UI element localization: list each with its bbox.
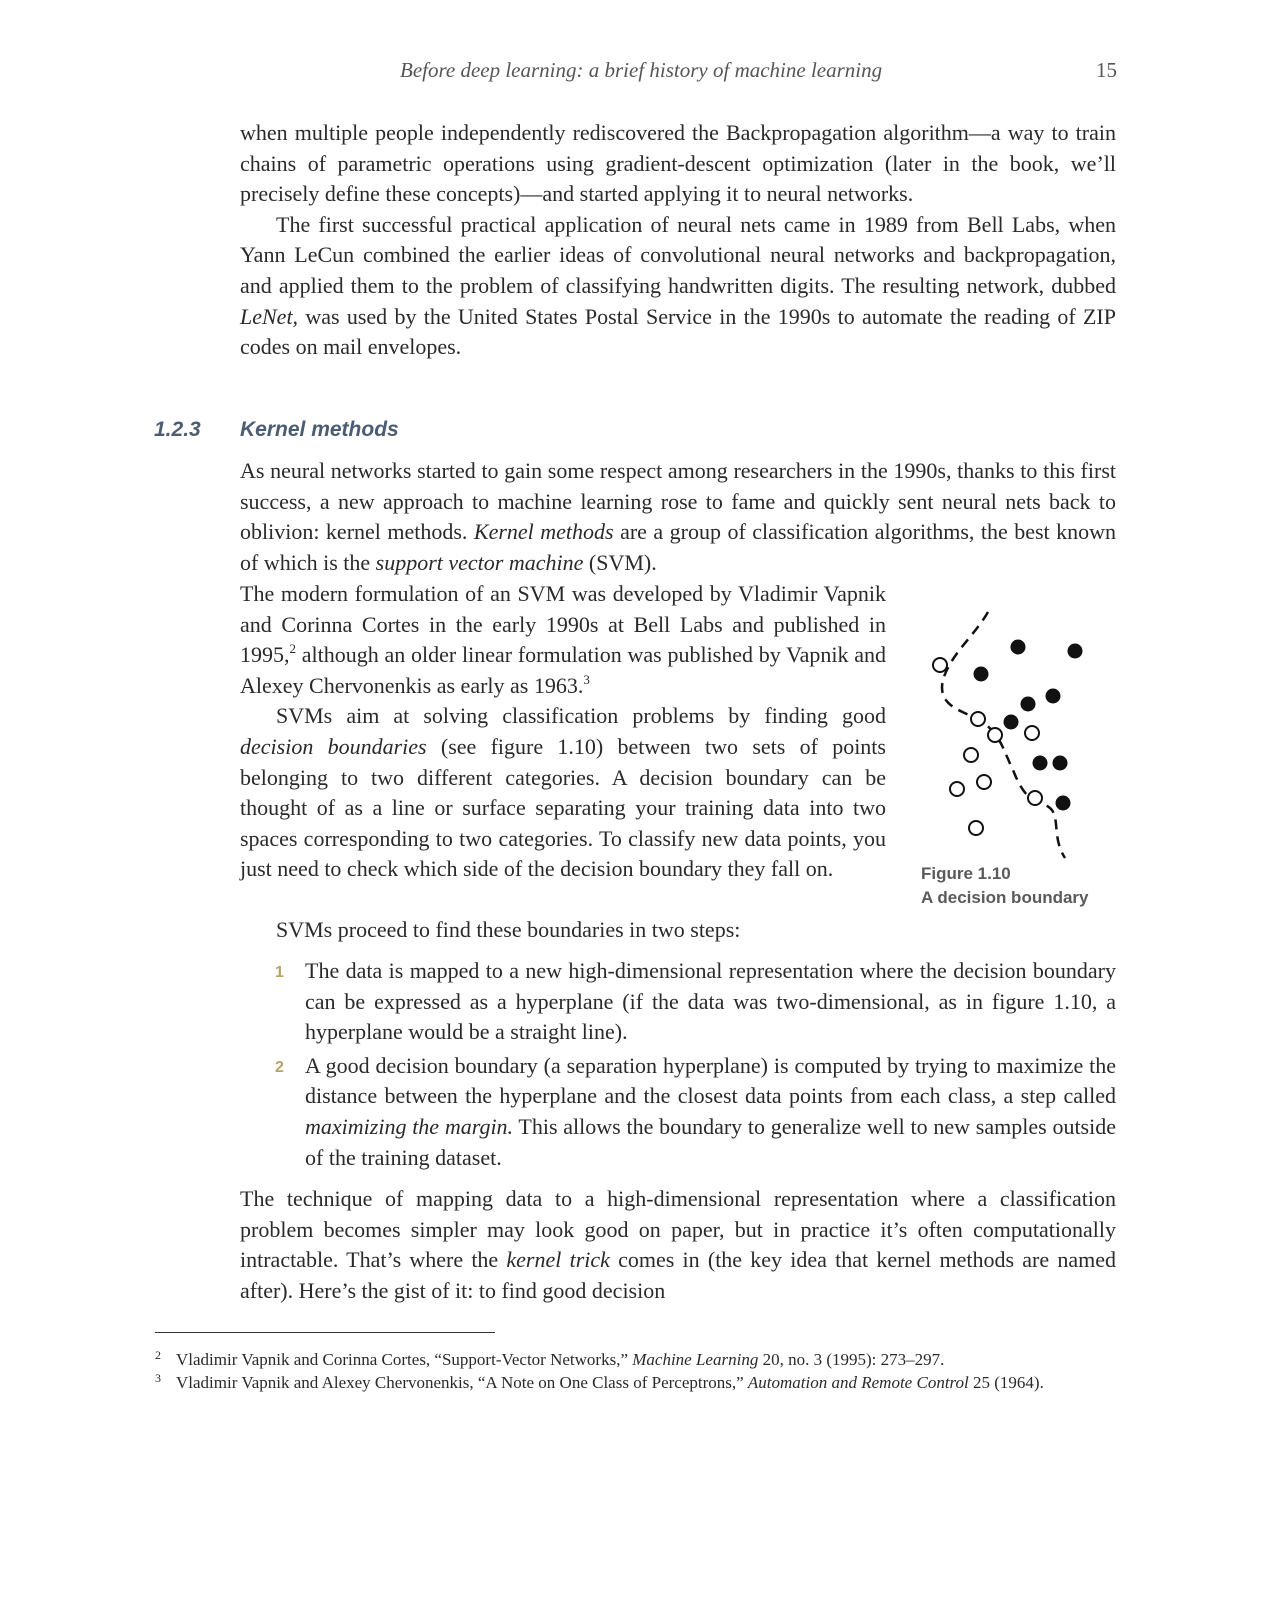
paragraph <box>240 1184 1116 1306</box>
section-title: Kernel methods <box>240 418 399 441</box>
text-run: comes in (the key idea that kernel methods are named after). Here’s the gist of it: to find good decision <box>240 1247 1116 1303</box>
page-number: 15 <box>1096 58 1117 82</box>
filled-data-point <box>1046 689 1061 704</box>
footnote <box>155 1371 1116 1394</box>
filled-data-point <box>1056 796 1071 811</box>
list-item <box>275 1051 1116 1173</box>
text-run: A good decision boundary (a separation hyperplane) is computed by trying to maximize the distance between the hyperplane and the closest data points from each class, a step called <box>305 1052 1116 1109</box>
text-run: although an older linear formulation was published by Vapnik and Alexey Chervonenkis as early as 1963. <box>240 642 886 698</box>
emphasis: support vector machine <box>375 549 584 575</box>
decision-boundary-figure <box>915 600 1125 860</box>
decision-boundary-line <box>942 612 1065 858</box>
footnote-divider <box>155 1332 495 1333</box>
paragraph <box>240 579 886 701</box>
paragraph <box>240 210 1116 363</box>
emphasis: kernel trick <box>506 1247 610 1273</box>
running-title: Before deep learning: a brief history of machine learning <box>400 58 883 82</box>
text-run: This allows the boundary to generalize well to new samples outside of the training dataset. <box>305 1113 1116 1170</box>
footnote-ref[interactable]: 3 <box>583 671 590 687</box>
filled-data-point <box>1004 715 1019 730</box>
filled-data-point <box>1053 756 1068 771</box>
text-run: The technique of mapping data to a high-dimensional representation where a classification problem becomes simpler may look good on paper, but in practice it’s often computationally intractable. That’s where the <box>240 1186 1116 1273</box>
steps-list <box>275 956 1116 1176</box>
text-run: are a group of classification algorithms, the best known of which is the <box>240 519 1117 575</box>
figure-label: Figure 1.10 <box>921 864 1011 883</box>
footnote-ref[interactable]: 2 <box>289 641 296 657</box>
text-run: Vladimir Vapnik and Corinna Cortes, “Support-Vector Networks,” <box>176 1350 633 1369</box>
filled-data-point <box>1033 756 1048 771</box>
text-run: (SVM). <box>583 549 657 575</box>
emphasis: decision boundaries <box>240 733 427 759</box>
list-number: 2 <box>275 1058 284 1076</box>
figure-caption <box>921 862 1089 910</box>
open-data-point <box>1025 726 1039 740</box>
paragraph <box>240 456 1116 578</box>
filled-data-point <box>1021 697 1036 712</box>
open-data-point <box>971 712 985 726</box>
text-run: Vladimir Vapnik and Alexey Chervonenkis, “A Note on One Class of Perceptrons,” <box>176 1373 748 1392</box>
paragraph: when multiple people independently rediscovered the Backpropagation algorithm—a way to train chains of parametric operations using gradient-descent optimization (later in the book, we’ll precisely define these concepts)—and started applying it to neural networks. <box>240 120 1116 207</box>
text-run: The first successful practical application of neural nets came in 1989 from Bell Labs, when Yann LeCun combined the earlier ideas of convolutional neural networks and backpropagation, and applied them to the problem of classifying handwritten digits. The resulting network, dubbed <box>240 211 1116 298</box>
footnote-mark: 2 <box>155 1348 161 1362</box>
text-run: 20, no. 3 (1995): 273–297. <box>758 1350 945 1369</box>
footnote-mark: 3 <box>155 1371 161 1385</box>
open-data-point <box>1028 791 1042 805</box>
text-run: The modern formulation of an SVM was developed by Vladimir Vapnik and Corinna Cortes in the early 1990s at Bell Labs and published in 1995, <box>240 581 886 668</box>
kernel-intro <box>240 456 1116 578</box>
text-run: As neural networks started to gain some respect among researchers in the 1990s, thanks to this first success, a new approach to machine learning rose to fame and quickly sent neural nets back to oblivion: kernel methods. <box>240 458 1116 545</box>
footnotes <box>155 1348 1116 1394</box>
open-data-point <box>964 748 978 762</box>
steps-intro <box>240 915 1116 946</box>
text-run: The data is mapped to a new high-dimensional representation where the decision boundary can be expressed as a hyperplane (if the data was two-dimensional, as in figure 1.10, a hyperplane would be a straight line). <box>305 958 1116 1045</box>
emphasis: Automation and Remote Control <box>747 1373 969 1392</box>
intro-text <box>240 118 1116 363</box>
open-data-point <box>933 658 947 672</box>
emphasis: Kernel methods <box>473 519 614 545</box>
filled-data-point <box>1068 644 1083 659</box>
paragraph: SVMs proceed to find these boundaries in two steps: <box>276 917 741 942</box>
emphasis: Machine Learning <box>632 1350 759 1369</box>
footnote <box>155 1348 1116 1371</box>
text-run: (see figure 1.10) between two sets of points belonging to two different categories. A decision boundary can be thought of as a line or surface separating your training data into two spaces corresponding to two categories. To classify new data points, you just need to check which side of the decision boundary they fall on. <box>240 733 886 882</box>
kernel-body <box>240 579 886 885</box>
filled-data-point <box>1011 640 1026 655</box>
open-data-point <box>950 782 964 796</box>
emphasis: maximizing the margin. <box>305 1113 514 1139</box>
open-data-point <box>977 775 991 789</box>
list-number: 1 <box>275 964 284 981</box>
open-data-point <box>988 728 1002 742</box>
section-heading <box>154 418 399 442</box>
paragraph <box>240 701 886 885</box>
emphasis: LeNet, <box>240 303 299 329</box>
section-number: 1.2.3 <box>154 418 201 441</box>
list-item <box>275 956 1116 1048</box>
text-run: 25 (1964). <box>968 1373 1044 1392</box>
open-data-point <box>969 821 983 835</box>
text-run: was used by the United States Postal Service in the 1990s to automate the reading of ZIP codes on mail envelopes. <box>240 303 1116 360</box>
filled-data-point <box>974 667 989 682</box>
figure-title: A decision boundary <box>921 888 1089 907</box>
text-run: SVMs aim at solving classification problems by finding good <box>276 703 886 729</box>
closing-paragraph <box>240 1184 1116 1306</box>
